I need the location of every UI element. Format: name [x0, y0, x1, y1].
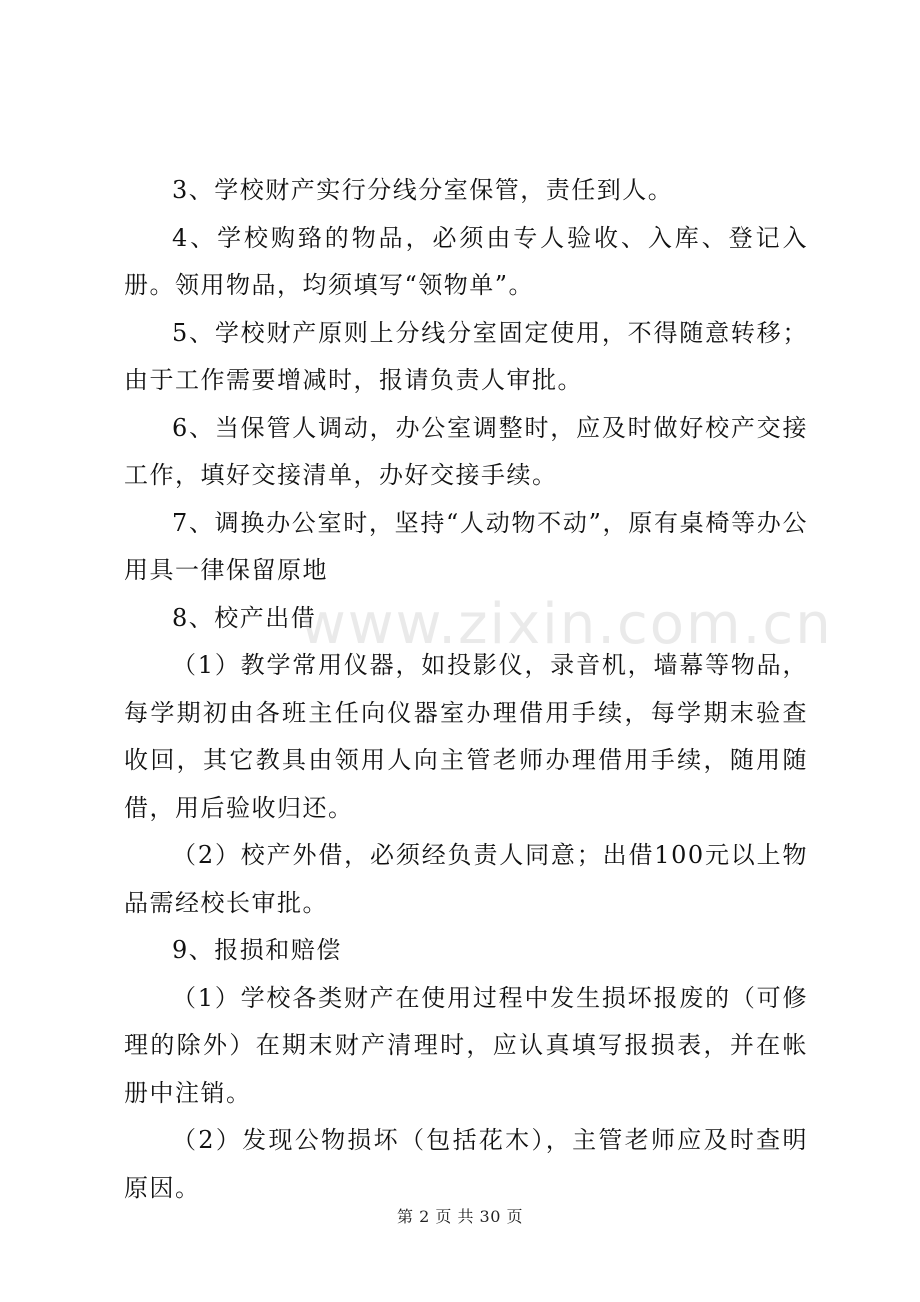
paragraph-item-7: 7、调换办公室时，坚持“人动物不动”，原有桌椅等办公用具一律保留原地: [124, 508, 808, 584]
page-footer: 第 2 页 共 30 页: [397, 1207, 523, 1226]
paragraph-item-3: 3、学校财产实行分线分室保管，责任到人。: [172, 176, 674, 204]
paragraph-damage-1: （1）学校各类财产在使用过程中发生损坏报废的（可修理的除外）在期末财产清理时，应认真填写报损表，并在帐册中注销。: [124, 983, 808, 1107]
paragraph-damage-2: （2）发现公物损坏（包括花木），主管老师应及时查明原因。: [124, 1126, 808, 1202]
paragraph-item-5: 5、学校财产原则上分线分室固定使用，不得随意转移；由于工作需要增减时，报请负责人审批。: [124, 318, 808, 394]
section-heading-damage: 9、报损和赔偿: [172, 936, 342, 964]
paragraph-item-6: 6、当保管人调动，办公室调整时，应及时做好校产交接工作，填好交接清单，办好交接手续。: [124, 413, 808, 489]
paragraph-item-4: 4、学校购臵的物品，必须由专人验收、入库、登记入册。领用物品，均须填写“领物单”。: [124, 223, 808, 299]
paragraph-lending-1: （1）教学常用仪器，如投影仪，录音机，墙幕等物品，每学期初由各班主任向仪器室办理借用手续，每学期末验查收回，其它教具由领用人向主管老师办理借用手续，随用随借，用后验收归还。: [124, 651, 808, 822]
section-heading-lending: 8、校产出借: [172, 603, 317, 632]
document-body: [124, 167, 808, 1212]
watermark: www.zixin.com.cn: [300, 592, 833, 657]
paragraph-lending-2: （2）校产外借，必须经负责人同意；出借100元以上物品需经校长审批。: [124, 841, 808, 917]
